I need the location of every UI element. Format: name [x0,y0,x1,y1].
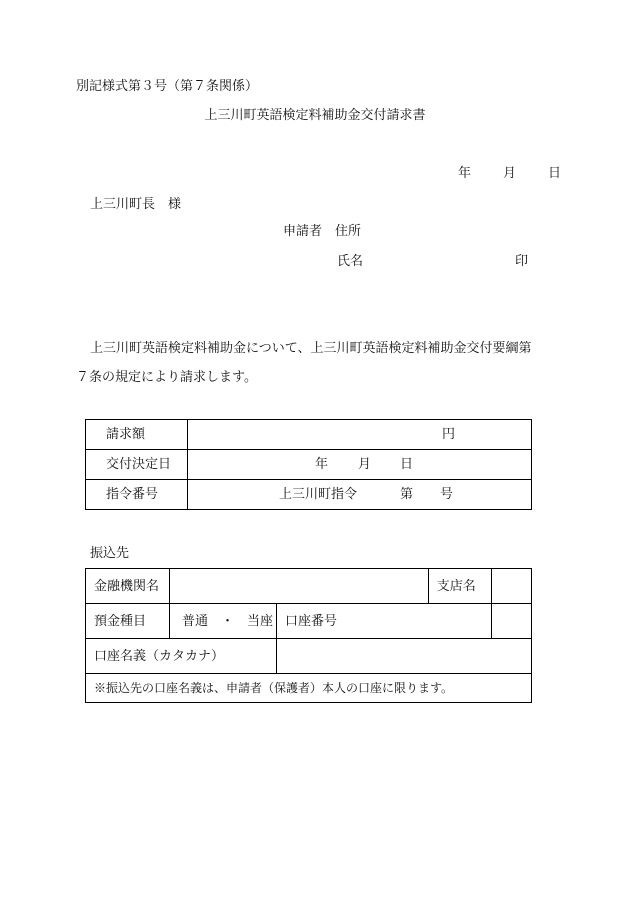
order-dai: 第 [400,487,414,502]
form-code: 別記様式第３号（第７条関係） [76,79,259,94]
decision-date-row [86,450,532,480]
decision-date-label: 交付決定日 [86,450,188,480]
date-month: 月 [503,166,517,181]
order-number-field[interactable] [188,480,532,510]
date-year: 年 [458,166,472,181]
transfer-section-label: 振込先 [90,546,130,561]
applicant-name-label: 氏名 [337,254,364,269]
applicant-address-label: 申請者 住所 [283,224,362,239]
claim-table [85,419,532,510]
seal-mark: 印 [515,254,529,269]
order-number-row [86,480,532,510]
page-title: 上三川町英語検定料補助金交付請求書 [204,108,426,123]
account-number-label: 口座番号 [277,604,492,639]
transfer-note: ※振込先の口座名義は、申請者（保護者）本人の口座に限ります。 [86,674,532,703]
account-type-row [86,604,532,639]
account-number-field[interactable] [491,604,531,639]
note-row [86,674,532,703]
bank-row [86,569,532,604]
amount-unit: 円 [442,427,456,442]
decision-year: 年 [315,457,329,472]
body-text-line-2: ７条の規定により請求します。 [76,370,257,385]
account-name-field[interactable] [277,639,532,674]
account-name-row [86,639,532,674]
addressee: 上三川町長 様 [90,197,182,212]
account-name-label: 口座名義（カタカナ） [86,639,277,674]
decision-month: 月 [358,457,372,472]
amount-label: 請求額 [86,420,188,450]
bank-transfer-table [85,568,532,703]
account-type-label: 預金種目 [86,604,170,639]
order-go: 号 [440,487,454,502]
branch-name-label: 支店名 [428,569,491,604]
amount-row [86,420,532,450]
decision-day: 日 [400,457,414,472]
order-number-label: 指令番号 [86,480,188,510]
date-line [458,167,561,180]
decision-date-field[interactable] [188,450,532,480]
body-text-line-1: 上三川町英語検定料補助金について、上三川町英語検定料補助金交付要綱第 [90,341,532,356]
branch-name-field[interactable] [491,569,531,604]
account-type-options[interactable]: 普通 ・ 当座 [170,604,277,639]
bank-name-field[interactable] [170,569,429,604]
amount-field[interactable] [188,420,532,450]
bank-name-label: 金融機関名 [86,569,170,604]
order-prefix: 上三川町指令 [279,487,358,502]
date-day: 日 [548,166,562,181]
